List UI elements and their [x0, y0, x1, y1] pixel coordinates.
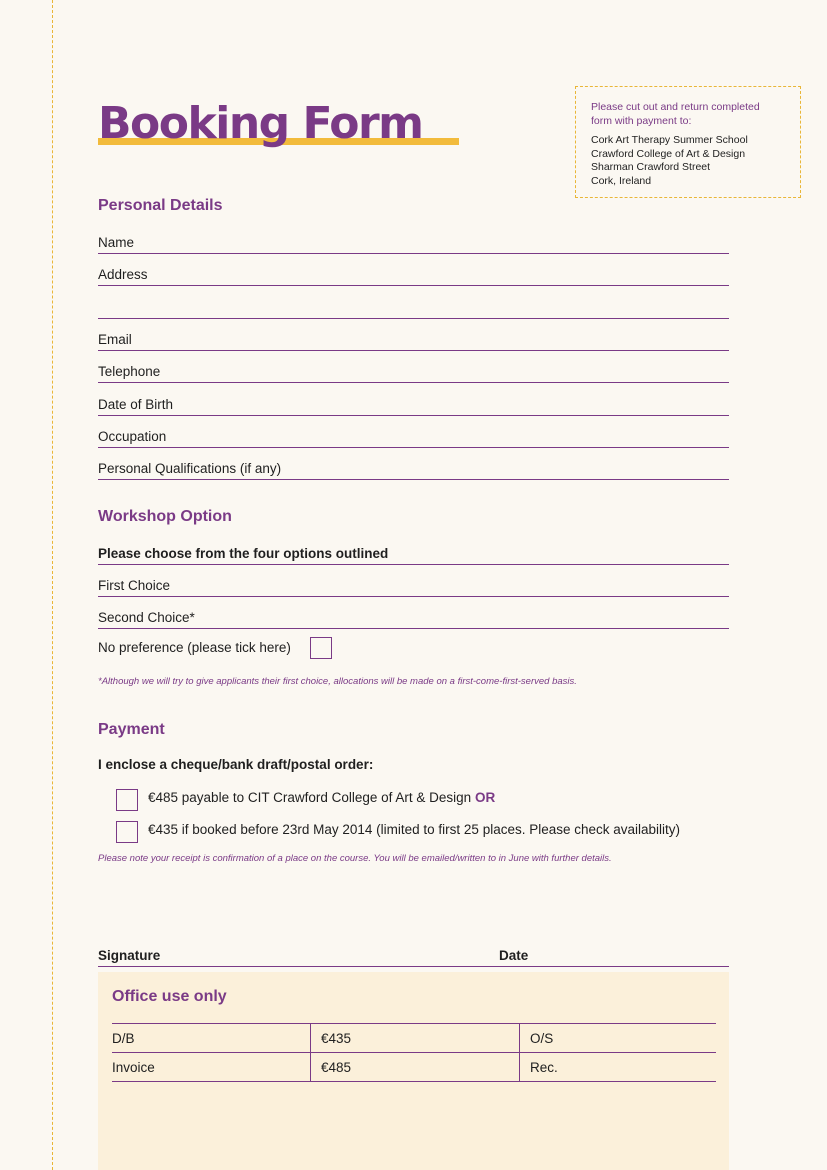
occupation-label: Occupation [98, 429, 167, 444]
date-label: Date [499, 948, 529, 963]
title-block [98, 96, 423, 152]
workshop-option-heading: Workshop Option [98, 508, 232, 525]
table-cell: €485 [311, 1053, 520, 1082]
signature-row[interactable] [98, 946, 729, 967]
occupation-field[interactable] [98, 427, 729, 448]
dob-label: Date of Birth [98, 397, 174, 412]
telephone-label: Telephone [98, 364, 161, 379]
address-field-line-2[interactable] [98, 298, 729, 319]
address-line: Sharman Crawford Street [591, 161, 711, 173]
first-choice-field[interactable] [98, 576, 729, 597]
second-choice-field[interactable] [98, 608, 729, 629]
no-preference-checkbox[interactable] [310, 637, 332, 659]
dob-field[interactable] [98, 395, 729, 416]
no-preference-label: No preference (please tick here) [98, 640, 291, 655]
payment-option-435 [148, 820, 680, 840]
signature-label: Signature [98, 948, 161, 963]
return-instruction: Please cut out and return completed form with payment to: [591, 101, 760, 127]
personal-details-heading: Personal Details [98, 197, 223, 214]
address-line: Cork, Ireland [591, 174, 652, 187]
workshop-footnote: *Although we will try to give applicants their first choice, allocations will be made on a first-come-first-served basis. [98, 676, 577, 687]
return-address [591, 134, 790, 188]
table-cell: O/S [520, 1024, 717, 1053]
payment-instruction: I enclose a cheque/bank draft/postal order: [98, 757, 374, 772]
office-use-heading: Office use only [112, 988, 227, 1005]
table-cell: €435 [311, 1024, 520, 1053]
qualifications-field[interactable] [98, 459, 729, 480]
second-choice-label: Second Choice* [98, 610, 195, 625]
name-field[interactable] [98, 233, 729, 254]
office-use-table [112, 1023, 716, 1082]
page-title: Booking Form [98, 98, 423, 149]
email-label: Email [98, 332, 132, 347]
address-line: Crawford College of Art & Design [591, 147, 746, 160]
table-cell: Invoice [112, 1053, 311, 1082]
address-field[interactable] [98, 265, 729, 286]
cut-line [52, 0, 53, 1170]
payment-or-label: OR [474, 790, 496, 805]
table-row [112, 1053, 716, 1082]
payment-option-435-checkbox[interactable] [116, 821, 138, 843]
first-choice-label: First Choice [98, 578, 171, 593]
table-cell: Rec. [520, 1053, 717, 1082]
payment-note: Please note your receipt is confirmation of a place on the course. You will be emailed/written to in June with further details. [98, 853, 612, 864]
telephone-field[interactable] [98, 362, 729, 383]
address-label: Address [98, 267, 148, 282]
table-row [112, 1024, 716, 1053]
name-label: Name [98, 235, 135, 250]
address-line: Cork Art Therapy Summer School [591, 134, 748, 146]
payment-heading: Payment [98, 721, 165, 738]
table-cell: D/B [112, 1024, 311, 1053]
payment-option-435-label: €435 if booked before 23rd May 2014 (limited to first 25 places. Please check availability) [148, 822, 681, 837]
workshop-instruction-row [98, 544, 729, 565]
qualifications-label: Personal Qualifications (if any) [98, 461, 282, 476]
payment-option-485-label: €485 payable to CIT Crawford College of Art & Design [148, 790, 472, 805]
payment-option-485-checkbox[interactable] [116, 789, 138, 811]
return-address-box [575, 86, 801, 198]
workshop-instruction: Please choose from the four options outlined [98, 546, 389, 561]
email-field[interactable] [98, 330, 729, 351]
payment-option-485 [148, 788, 495, 808]
office-use-panel [98, 972, 729, 1170]
